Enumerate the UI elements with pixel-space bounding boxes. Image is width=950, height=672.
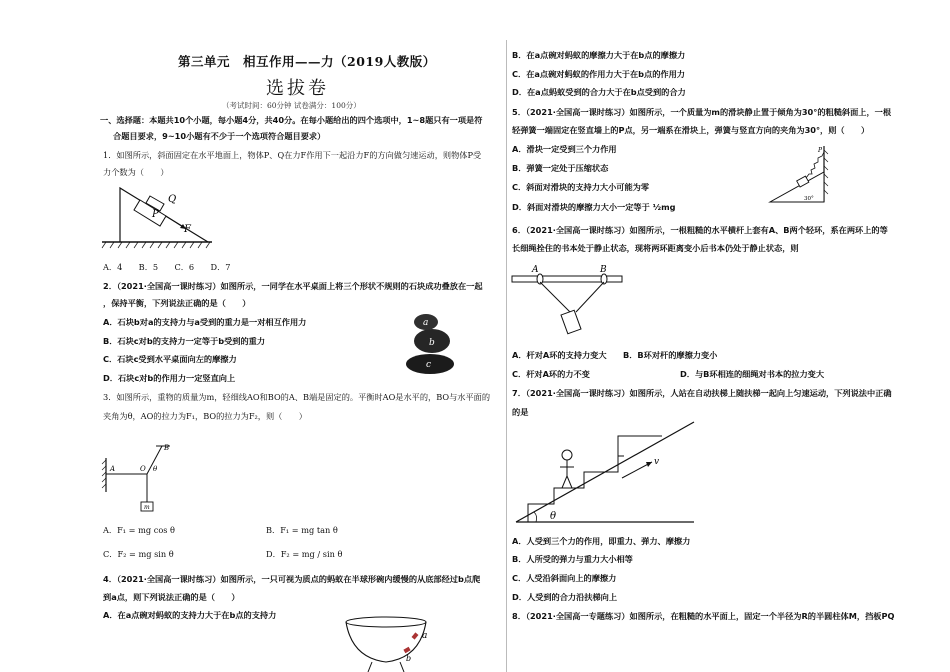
q1-label-f: F (184, 224, 191, 235)
q1-incline-figure (100, 182, 215, 250)
q5-option-b: B．弹簧一定处于压缩状态 (512, 163, 609, 173)
q6-rod-figure (510, 262, 625, 342)
q3-label-m: m (144, 504, 150, 511)
q5-option-a: A．滑块一定受到三个力作用 (512, 144, 617, 154)
q5-option-c: C．斜面对滑块的支持力大小可能为零 (512, 182, 650, 192)
page-subtitle: 选拔卷 (266, 78, 329, 99)
q1-options: A．4 B．5 C．6 D．7 (103, 262, 231, 272)
q3-option-d: D．F₂ = mg / sin θ (266, 549, 343, 559)
q3-strings-figure (100, 438, 180, 514)
q3-label-theta: θ (153, 465, 158, 473)
section-instructions-line2: 合题目要求，9~10小题有不少于一个选项符合题目要求） (113, 131, 326, 141)
q6-option-d: D．与B环相连的细绳对书本的拉力变大 (680, 369, 825, 379)
q1-stem-line2: 力个数为（ ） (103, 167, 169, 177)
q3-stem-line2: 夹角为θ，AO的拉力为F₁，BO的拉力为F₂，则（ ） (103, 411, 307, 421)
q8-stem-line1: 8．（2021·全国高一专题练习）如图所示，在粗糙的水平面上，固定一个半径为R的半圆柱体M，挡板PQ (512, 611, 895, 621)
q1-stem-line1: 1．如图所示，斜面固定在水平地面上，物体P、Q在力F作用下一起沿力F的方向做匀速运动，则物体P受 (103, 150, 482, 160)
column-divider (506, 40, 507, 672)
q2-option-a: A．石块b对a的支持力与a受到的重力是一对相互作用力 (103, 317, 307, 327)
page-title: 第三单元 相互作用——力（2019人教版） (178, 54, 436, 69)
q4-bowl-figure (342, 612, 434, 672)
q3-option-a: A．F₁ = mg cos θ (103, 525, 175, 535)
q7-escalator-figure (514, 418, 698, 526)
q5-spring-figure (768, 144, 832, 206)
q6-stem-line1: 6．（2021·全国高一课时练习）如图所示，一根粗糙的水平横杆上套有A、B两个轻环，系在两环上的等 (512, 225, 888, 235)
q2-option-c: C．石块c受到水平桌面向左的摩擦力 (103, 354, 237, 364)
q7-option-c: C．人受沿斜面向上的摩擦力 (512, 573, 617, 583)
q2-label-c: c (426, 360, 432, 370)
q2-option-d: D．石块c对b的作用力一定竖直向上 (103, 373, 236, 383)
q7-stem-line1: 7．（2021·全国高一课时练习）如图所示，人站在自动扶梯上随扶梯一起向上匀速运动，下列说法中正确 (512, 388, 892, 398)
section-instructions-line1: 一、选择题：本题共10个小题，每小题4分，共40分。在每小题给出的四个选项中，1~8题只有一项是符 (100, 115, 483, 125)
q6-option-c: C．杆对A环的力不变 (512, 369, 590, 379)
q5-stem-line1: 5．（2021·全国高一课时练习）如图所示，一个质量为m的滑块静止置于倾角为30°的粗糙斜面上，一根 (512, 107, 892, 117)
q7-option-d: D．人受到的合力沿扶梯向上 (512, 592, 618, 602)
q5-label-p: P (818, 147, 823, 154)
q4-label-b: b (406, 654, 412, 663)
q4-option-a: A．在a点碗对蚂蚁的支持力大于在b点的支持力 (103, 610, 277, 620)
q6-stem-line2: 长细绳拴住的书本处于静止状态，现将两环距离变小后书本仍处于静止状态，则 (512, 243, 799, 253)
q3-label-a: A (110, 465, 116, 473)
q3-label-o: O (140, 465, 146, 473)
q4-option-b: B．在a点碗对蚂蚁的摩擦力大于在b点的摩擦力 (512, 50, 686, 60)
exam-meta: （考试时间：60分钟 试卷满分：100分） (222, 101, 361, 110)
q5-stem-line2: 轻弹簧一端固定在竖直墙上的P点，另一端系在滑块上，弹簧与竖直方向的夹角为30°，则（ ） (512, 125, 870, 135)
q5-label-angle: 30° (804, 196, 814, 202)
q7-label-theta: θ (550, 511, 557, 522)
q7-option-a: A．人受到三个力的作用，即重力、弹力、摩擦力 (512, 536, 691, 546)
q3-stem-line1: 3．如图所示，重物的质量为m，轻细线AO和BO的A、B端是固定的。平衡时AO是水平的，BO与水平面的 (103, 392, 491, 402)
q6-option-b: B．B环对杆的摩擦力变小 (623, 350, 718, 360)
q4-label-a: a (422, 631, 428, 641)
q4-stem-line1: 4．（2021·全国高一课时练习）如图所示，一只可视为质点的蚂蚁在半球形碗内缓慢的从底部经过b点爬 (103, 574, 481, 584)
q7-label-v: v (654, 457, 660, 467)
q2-stones-figure (400, 308, 458, 376)
q2-option-b: B．石块c对b的支持力一定等于b受到的重力 (103, 336, 266, 346)
q3-label-b: B (164, 444, 170, 452)
q6-label-a: A (532, 265, 539, 275)
q7-option-b: B．人所受的弹力与重力大小相等 (512, 554, 633, 564)
q6-option-a: A．杆对A环的支持力变大 (512, 350, 607, 360)
q3-option-b: B．F₁ = mg tan θ (266, 525, 338, 535)
q2-label-b: b (429, 338, 435, 348)
q1-label-p: P (152, 209, 159, 220)
q5-option-d: D．斜面对滑块的摩擦力大小一定等于 ½mg (512, 202, 676, 212)
q6-label-b: B (600, 265, 607, 275)
q1-label-q: Q (168, 194, 177, 205)
q2-stem-line2: ，保持平衡，下列说法正确的是（ ） (103, 298, 251, 308)
q2-stem-line1: 2．（2021·全国高一课时练习）如图所示，一同学在水平桌面上将三个形状不规则的石块成功叠放在一起 (103, 281, 483, 291)
q7-stem-line2: 的是 (512, 407, 529, 417)
q4-option-d: D．在a点蚂蚁受到的合力大于在b点受到的合力 (512, 87, 686, 97)
q4-option-c: C．在a点碗对蚂蚁的作用力大于在b点的作用力 (512, 69, 685, 79)
q4-stem-line2: 到a点，则下列说法正确的是（ ） (103, 592, 240, 602)
q2-label-a: a (423, 318, 429, 328)
q3-option-c: C．F₂ = mg sin θ (103, 549, 174, 559)
